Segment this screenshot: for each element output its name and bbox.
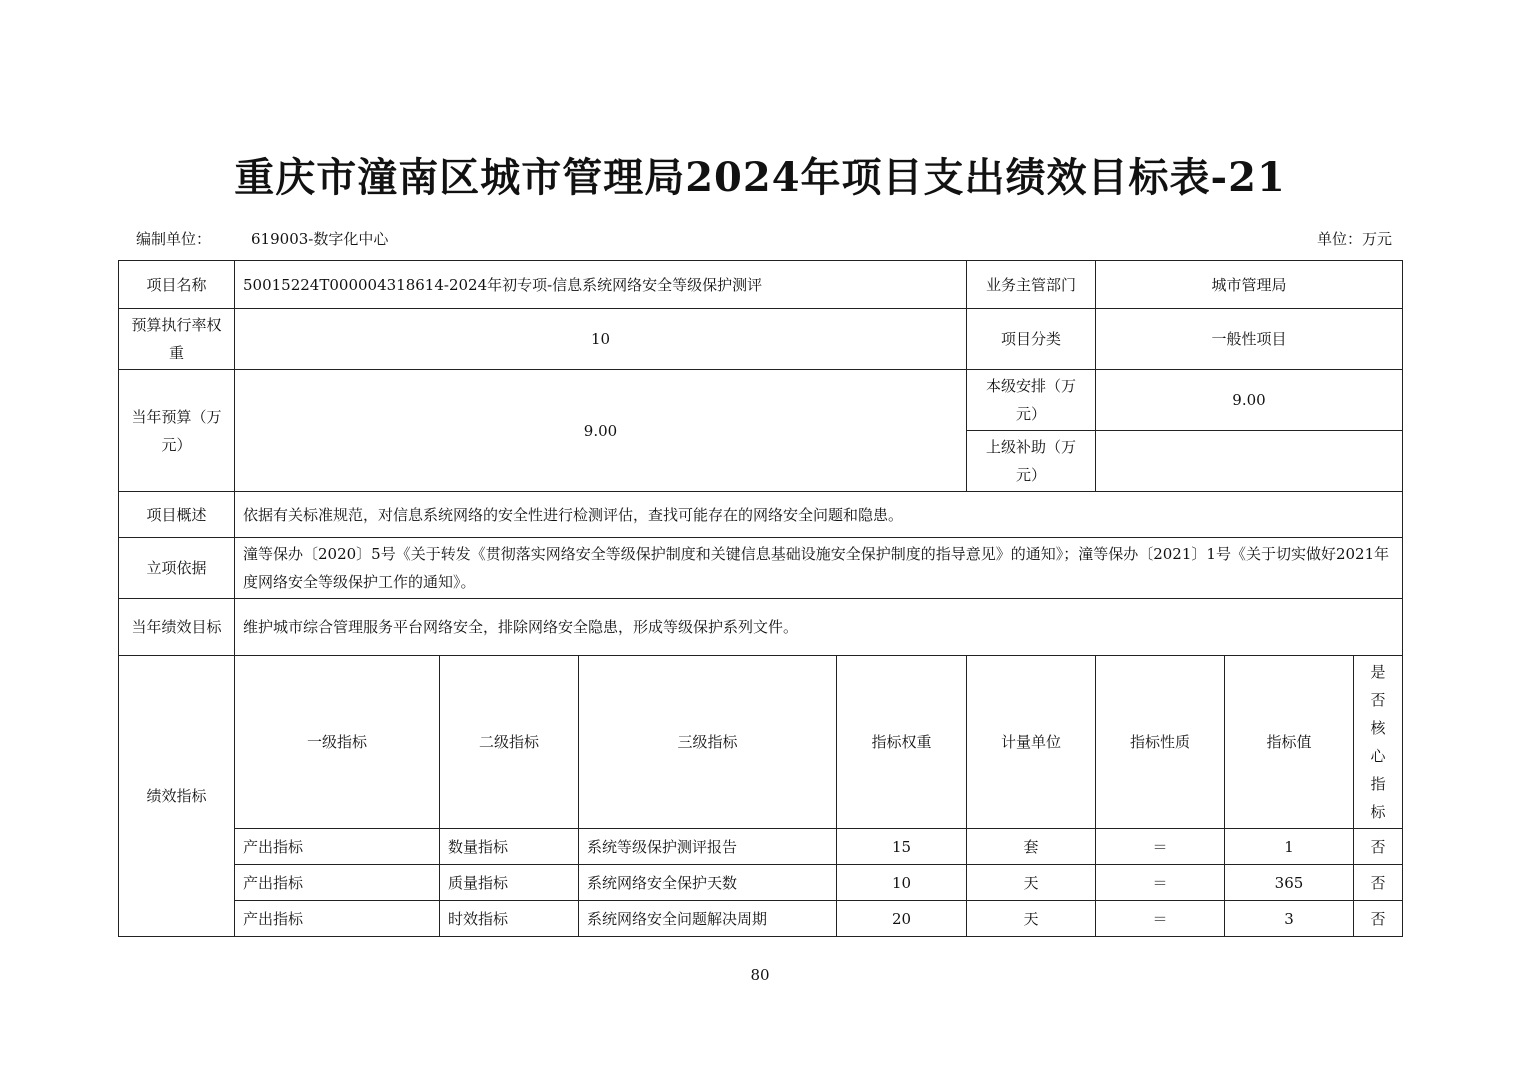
compiling-unit-value: 619003-数字化中心 [251, 230, 389, 248]
header-level3: 三级指标 [579, 656, 837, 829]
row1-level2: 数量指标 [440, 829, 579, 865]
weight-label: 预算执行率权重 [119, 309, 235, 370]
row2-core: 否 [1354, 865, 1403, 901]
header-level1: 一级指标 [235, 656, 440, 829]
budget-label: 当年预算（万元） [119, 370, 235, 492]
row-overview [119, 492, 1403, 538]
row1-unit: 套 [967, 829, 1096, 865]
row1-value: 1 [1225, 829, 1354, 865]
header-core [1354, 656, 1403, 829]
table-row [119, 829, 1403, 865]
dept-value: 城市管理局 [1096, 261, 1403, 309]
row-project-name [119, 261, 1403, 309]
row3-weight: 20 [837, 901, 967, 937]
header-value: 指标值 [1225, 656, 1354, 829]
row1-weight: 15 [837, 829, 967, 865]
budget-value: 9.00 [235, 370, 967, 492]
perf-label: 绩效指标 [119, 656, 235, 937]
row2-nature: ＝ [1096, 865, 1225, 901]
page-title: 重庆市潼南区城市管理局2024年项目支出绩效目标表-21 [234, 154, 1286, 201]
page-number: 80 [750, 966, 770, 984]
row-budget-local [119, 370, 1403, 431]
table-row [119, 901, 1403, 937]
local-value: 9.00 [1096, 370, 1403, 431]
row-basis [119, 538, 1403, 599]
header-level2: 二级指标 [440, 656, 579, 829]
weight-value: 10 [235, 309, 967, 370]
category-value: 一般性项目 [1096, 309, 1403, 370]
row3-value: 3 [1225, 901, 1354, 937]
basis-value: 潼等保办〔2020〕5号《关于转发《贯彻落实网络安全等级保护制度和关键信息基础设施安全保护制度的指导意见》的通知》；潼等保办〔2021〕1号《关于切实做好2021年度网络安全等级保护工作的通知》。 [235, 538, 1403, 599]
local-label: 本级安排（万元） [967, 370, 1096, 431]
row1-level3: 系统等级保护测评报告 [579, 829, 837, 865]
upper-label: 上级补助（万元） [967, 431, 1096, 492]
table-row [119, 865, 1403, 901]
upper-value [1096, 431, 1403, 492]
row2-unit: 天 [967, 865, 1096, 901]
project-name-label: 项目名称 [119, 261, 235, 309]
row3-level2: 时效指标 [440, 901, 579, 937]
goal-label: 当年绩效目标 [119, 599, 235, 656]
compiling-unit [136, 228, 388, 249]
row1-core: 否 [1354, 829, 1403, 865]
row3-nature: ＝ [1096, 901, 1225, 937]
row1-nature: ＝ [1096, 829, 1225, 865]
overview-value: 依据有关标准规范，对信息系统网络的安全性进行检测评估，查找可能存在的网络安全问题和隐患。 [235, 492, 1403, 538]
category-label: 项目分类 [967, 309, 1096, 370]
goal-value: 维护城市综合管理服务平台网络安全，排除网络安全隐患，形成等级保护系列文件。 [235, 599, 1403, 656]
row2-weight: 10 [837, 865, 967, 901]
indicator-header-row [119, 656, 1403, 829]
overview-label: 项目概述 [119, 492, 235, 538]
row2-level3: 系统网络安全保护天数 [579, 865, 837, 901]
row2-level2: 质量指标 [440, 865, 579, 901]
header-unit: 计量单位 [967, 656, 1096, 829]
compiling-unit-label: 编制单位： [136, 230, 212, 248]
row-goal [119, 599, 1403, 656]
row3-core: 否 [1354, 901, 1403, 937]
header-weight: 指标权重 [837, 656, 967, 829]
row2-level1: 产出指标 [235, 865, 440, 901]
row3-level3: 系统网络安全问题解决周期 [579, 901, 837, 937]
row3-unit: 天 [967, 901, 1096, 937]
header-nature: 指标性质 [1096, 656, 1225, 829]
header-core-text: 是否核心指标 [1370, 663, 1386, 821]
row1-level1: 产出指标 [235, 829, 440, 865]
row2-value: 365 [1225, 865, 1354, 901]
row3-level1: 产出指标 [235, 901, 440, 937]
basis-label: 立项依据 [119, 538, 235, 599]
row-weight [119, 309, 1403, 370]
performance-table [118, 260, 1403, 937]
project-name-value: 50015224T000004318614-2024年初专项-信息系统网络安全等级保护测评 [235, 261, 967, 309]
dept-label: 业务主管部门 [967, 261, 1096, 309]
currency-unit: 单位：万元 [1316, 230, 1392, 248]
